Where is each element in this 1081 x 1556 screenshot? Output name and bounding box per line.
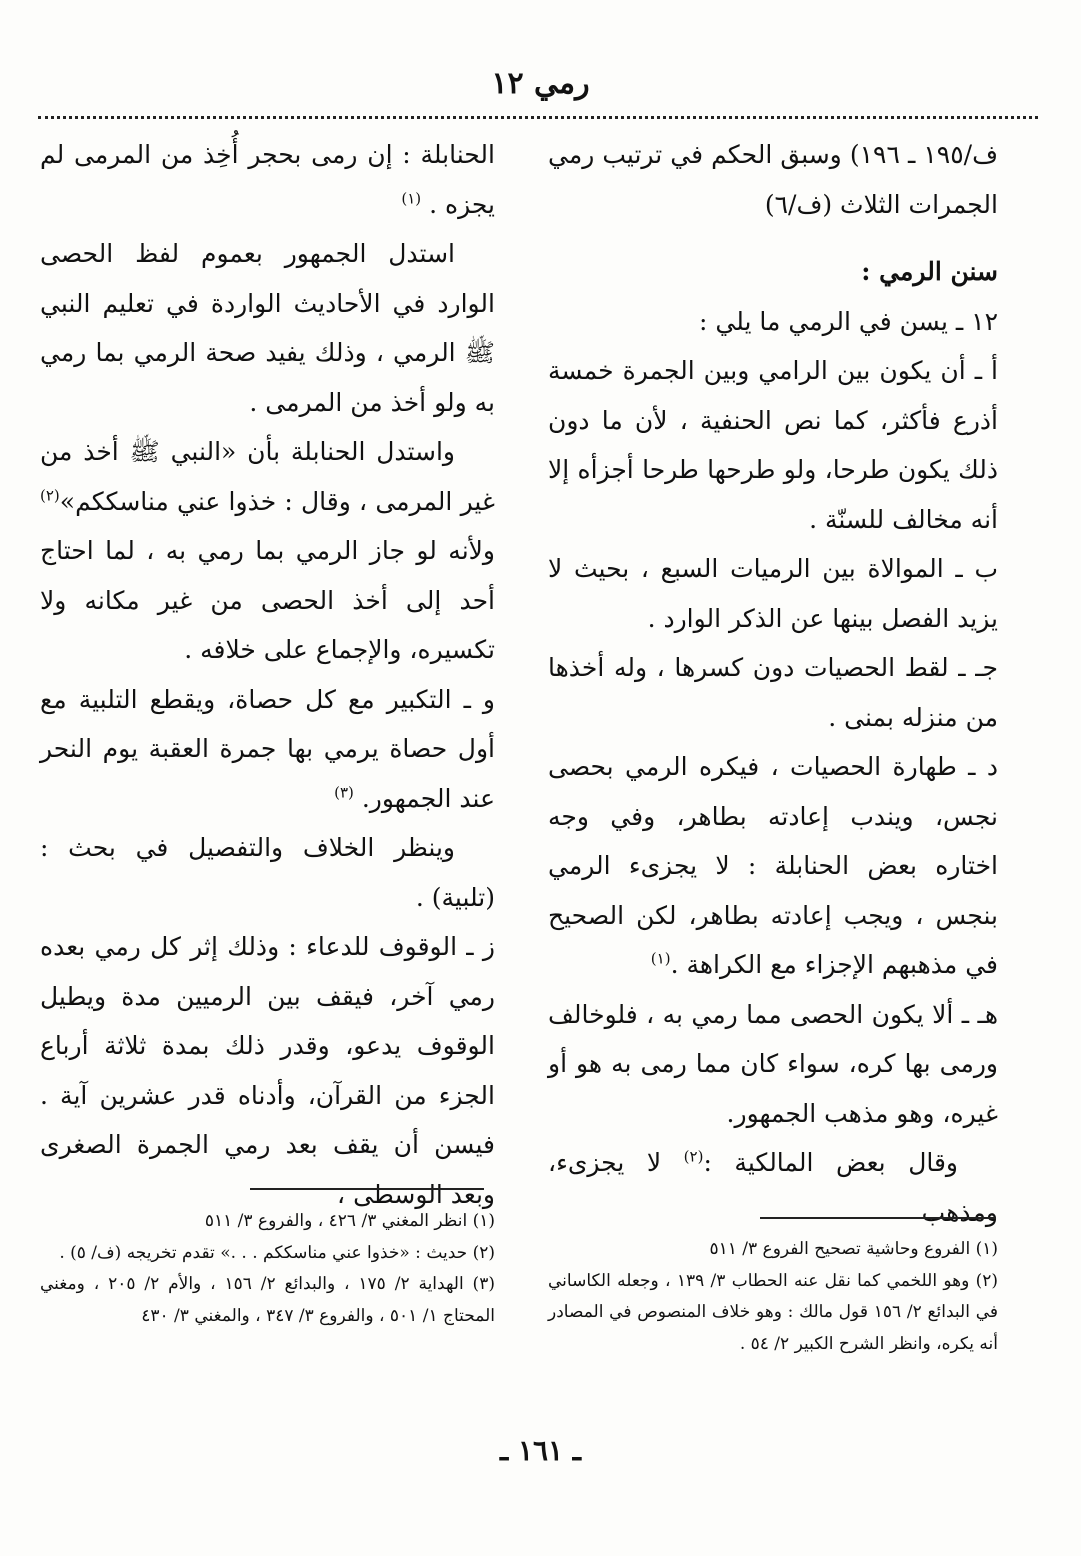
paragraph: وينظر الخلاف والتفصيل في بحث : (تلبية) . <box>40 833 495 912</box>
paragraph-text: و ـ التكبير مع كل حصاة، ويقطع التلبية مع أول حصاة يرمي بها جمرة العقبة يوم النحر عند الجمهور. <box>40 684 495 813</box>
footnote: (١) انظر المغني ٣/ ٤٢٦ ، والفروع ٣/ ٥١١ <box>204 1211 495 1231</box>
paragraph: ١٢ ـ يسن في الرمي ما يلي : <box>699 306 998 336</box>
paragraph-text: واستدل الحنابلة بأن «النبي ﷺ أخذ من غير المرمى ، وقال : خذوا عني مناسككم» <box>40 437 495 516</box>
section-heading: سنن الرمي : <box>861 257 998 286</box>
paragraph-text: د ـ طهارة الحصيات ، فيكره الرمي بحصى نجس، ويندب إعادته بطاهر، وفي وجه اختاره بعض الحنابلة : لا يجزىء الرمي بنجس ، ويجب إعادته بطاهر، لكن الصحيح في مذهبهم الإجزاء مع الكراهة . <box>548 752 998 979</box>
footnote: (١) الفروع وحاشية تصحيح الفروع ٣/ ٥١١ <box>709 1239 998 1259</box>
paragraph <box>548 1138 998 1237</box>
paragraph <box>40 675 495 824</box>
paragraph: ز ـ الوقوف للدعاء : وذلك إثر كل رمي بعده رمي آخر، فيقف بين الرميين مدة ويطيل الوقوف يدعو، وقدر ذلك بمدة ثلاثة أرباع الجزء من القرآن، وأدناه قدر عشرين آية . فيسن أن يقف بعد رمي الجمرة الصغرى وبعد الوسطى ، <box>40 932 495 1209</box>
paragraph: أ ـ أن يكون بين الرامي وبين الجمرة خمسة أذرع فأكثر، كما نص الحنفية ، لأن ما دون ذلك يكون طرحا، ولو طرحها طرحا أجزأه إلا أنه مخالف للسنّة . <box>548 356 998 534</box>
paragraph: جـ ـ لقط الحصيات دون كسرها ، وله أخذها من منزله بمنى . <box>548 653 998 732</box>
left-column <box>40 130 495 1219</box>
paragraph <box>40 130 495 229</box>
footnote-separator <box>250 1188 484 1190</box>
footnote: (٢) وهو اللخمي كما نقل عنه الحطاب ٣/ ١٣٩ ، وجعله الكاساني في البدائع ٢/ ١٥٦ قول مالك : وهو خلاف المنصوص في المصادر أنه يكره، وانظر الشرح الكبير ٢/ ٥٤ . <box>548 1270 999 1354</box>
footnote-marker: (٢) <box>683 1147 704 1166</box>
page-header: رمي ١٢ <box>491 66 590 101</box>
footnote-marker: (٢) <box>40 486 60 505</box>
paragraph: هـ ـ ألا يكون الحصى مما رمي به ، فلوخالف ورمى بها كره، سواء كان مما رمى به هو أو غيره، وهو مذهب الجمهور. <box>548 999 998 1128</box>
page-number: ـ ١٦١ ـ <box>499 1434 582 1467</box>
footnote-marker: (١) <box>650 949 671 968</box>
footnote: (٢) حديث : «خذوا عني مناسككم . . .» تقدم تخريجه (ف/ ٥) . <box>59 1242 495 1263</box>
footnote-marker: (٣) <box>334 783 354 802</box>
paragraph <box>548 742 998 990</box>
paragraph-text: وقال بعض المالكية : <box>703 1148 959 1177</box>
paragraph-text: لا يجزىء، ومذهب <box>548 1148 998 1227</box>
header-dotted-rule <box>38 116 1038 119</box>
right-footnotes <box>548 1234 998 1360</box>
paragraph <box>40 427 495 675</box>
right-column <box>548 130 998 1237</box>
left-footnotes <box>40 1206 495 1332</box>
paragraph-text: ولأنه لو جاز الرمي بما رمي به ، لما احتاج أحد إلى أخذ الحصى من غير مكانه ولا تكسيره، والإجماع على خلافه . <box>40 536 495 664</box>
paragraph: ف/١٩٥ ـ ١٩٦) وسبق الحكم في ترتيب رمي الجمرات الثلاث (ف/٦) <box>548 140 999 219</box>
paragraph: استدل الجمهور بعموم لفظ الحصى الوارد في الأحاديث الواردة في تعليم النبي ﷺ الرمي ، وذلك يفيد صحة الرمي بما رمي به ولو أخذ من المرمى . <box>40 239 495 417</box>
footnote-separator <box>760 1217 996 1219</box>
paragraph: ب ـ الموالاة بين الرميات السبع ، بحيث لا يزيد الفصل بينها عن الذكر الوارد . <box>548 554 998 633</box>
footnote-marker: (١) <box>401 189 422 208</box>
paragraph-text: الحنابلة : إن رمى بحجر أُخِذ من المرمى لم يجزه . <box>40 140 495 219</box>
footnote: (٣) الهداية ٢/ ١٧٥ ، والبدائع ٢/ ١٥٦ ، والأم ٢/ ٢٠٥ ، ومغني المحتاج ١/ ٥٠١ ، والفروع ٣/ ٣٤٧ ، والمغني ٣/ ٤٣٠ <box>40 1274 495 1326</box>
